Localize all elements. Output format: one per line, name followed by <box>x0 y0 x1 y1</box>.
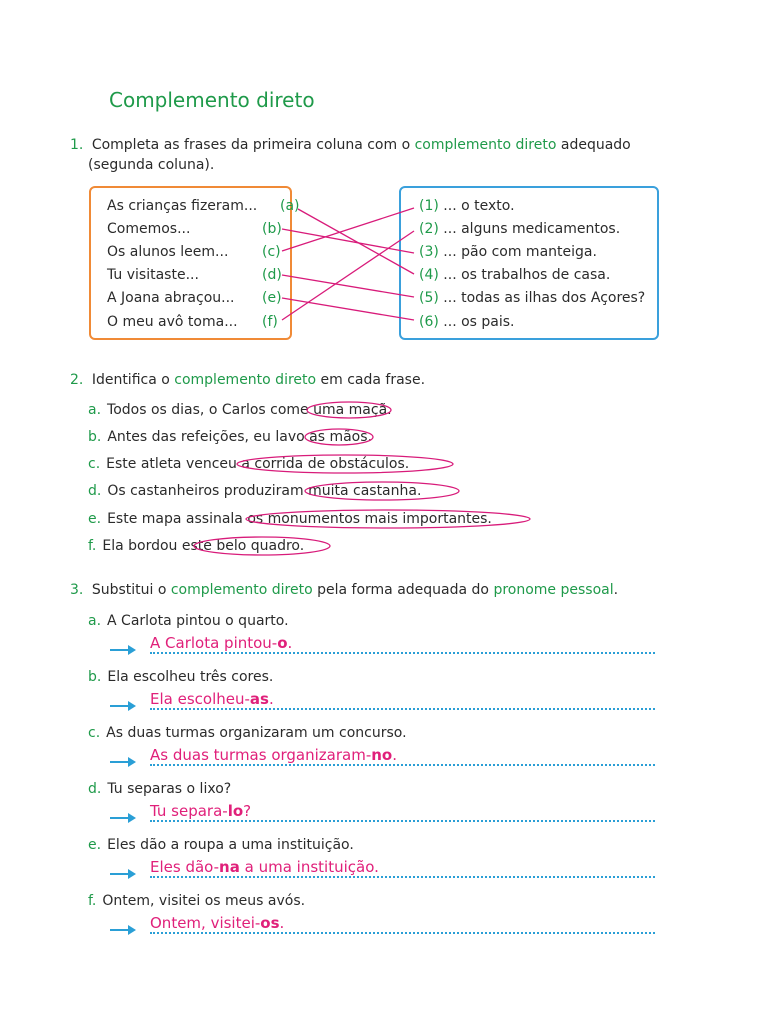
exercise-2-prompt <box>70 370 425 391</box>
exercise-2-highlight: complemento direto <box>174 372 317 388</box>
answer-b <box>150 690 274 708</box>
exercise-2-number: 2. <box>70 372 84 388</box>
answer-text: Ontem, visitei- <box>150 914 261 932</box>
arrow-right-icon <box>110 644 136 656</box>
answer-tail: a uma instituição. <box>239 858 379 876</box>
right-text-4: ... os trabalhos de casa. <box>443 267 611 283</box>
answer-line <box>150 708 655 710</box>
item-letter: b. <box>88 669 102 685</box>
exercise-2-item-f <box>88 536 304 557</box>
answer-text: A Carlota pintou- <box>150 634 278 652</box>
item-letter: f. <box>88 893 97 909</box>
arrow-right-icon <box>110 924 136 936</box>
left-item-d: Tu visitaste... <box>107 267 199 283</box>
answer-a <box>150 634 292 652</box>
left-letter-e: (e) <box>262 290 282 306</box>
right-num-1: (1) <box>419 198 439 214</box>
exercise-1-text-b: adequado <box>556 137 631 153</box>
exercise-3-prompt <box>70 580 618 601</box>
exercise-3-item-c <box>88 723 407 744</box>
left-letter-b: (b) <box>262 221 282 237</box>
item-text: Eles dão a roupa a uma instituição. <box>107 837 354 853</box>
exercise-1-prompt <box>70 135 631 156</box>
exercise-3-highlight-2: pronome pessoal <box>493 582 614 598</box>
answer-pronoun: as <box>249 690 269 708</box>
arrow-right-icon <box>110 812 136 824</box>
arrow-right-icon <box>110 700 136 712</box>
answer-pronoun: na <box>219 858 240 876</box>
match-line-c-1 <box>282 208 414 251</box>
exercise-2-item-b <box>88 427 372 448</box>
right-text-3: ... pão com manteiga. <box>443 244 597 260</box>
right-num-5: (5) <box>419 290 439 306</box>
right-num-3: (3) <box>419 244 439 260</box>
exercise-3-text-c: . <box>613 582 619 598</box>
left-item-a: As crianças fizeram... <box>107 198 258 214</box>
answer-text: As duas turmas organizaram- <box>150 746 372 764</box>
answer-e <box>150 858 379 876</box>
right-num-6: (6) <box>419 314 439 330</box>
answer-line <box>150 876 655 878</box>
arrow-right-icon <box>110 756 136 768</box>
item-text: Os castanheiros produziram muita castanha. <box>107 483 422 499</box>
answer-text: Tu separa- <box>150 802 228 820</box>
right-item-3 <box>419 243 597 261</box>
left-item-e: A Joana abraçou... <box>107 290 235 306</box>
left-letter-d: (d) <box>262 267 282 283</box>
right-item-1 <box>419 197 515 215</box>
item-text: A Carlota pintou o quarto. <box>107 613 289 629</box>
arrow-right-icon <box>110 868 136 880</box>
answer-tail: . <box>287 634 293 652</box>
answer-text: Eles dão- <box>150 858 220 876</box>
exercise-2-item-d <box>88 481 421 502</box>
right-text-6: ... os pais. <box>443 314 515 330</box>
right-item-6 <box>419 313 515 331</box>
right-text-2: ... alguns medicamentos. <box>443 221 621 237</box>
exercise-3-highlight-1: complemento direto <box>170 582 313 598</box>
exercise-3-item-d <box>88 779 231 800</box>
left-letter-a: (a) <box>280 198 300 214</box>
item-letter: d. <box>88 781 102 797</box>
match-line-a-4 <box>298 209 414 274</box>
item-text: Todos os dias, o Carlos come uma maçã. <box>107 402 392 418</box>
answer-f <box>150 914 284 932</box>
item-letter: a. <box>88 402 102 418</box>
page-title: Complemento direto <box>109 88 315 112</box>
item-text: As duas turmas organizaram um concurso. <box>106 725 407 741</box>
answer-c <box>150 746 397 764</box>
item-text: Ela escolheu três cores. <box>107 669 274 685</box>
exercise-2-item-e <box>88 509 492 530</box>
exercise-1-number: 1. <box>70 137 84 153</box>
exercise-3-text-a: Substitui o <box>91 582 171 598</box>
answer-pronoun: lo <box>227 802 244 820</box>
match-line-f-2 <box>282 231 414 320</box>
item-text: Ontem, visitei os meus avós. <box>102 893 306 909</box>
answer-line <box>150 820 655 822</box>
exercise-3-number: 3. <box>70 582 84 598</box>
right-num-4: (4) <box>419 267 439 283</box>
item-letter: c. <box>88 456 101 472</box>
exercise-2-item-c <box>88 454 409 475</box>
item-letter: a. <box>88 613 102 629</box>
right-item-4 <box>419 266 610 284</box>
right-text-5: ... todas as ilhas dos Açores? <box>443 290 646 306</box>
right-item-2 <box>419 220 620 238</box>
item-text: Este atleta venceu a corrida de obstáculos. <box>106 456 410 472</box>
right-text-1: ... o texto. <box>443 198 515 214</box>
exercise-3-item-a <box>88 611 289 632</box>
right-num-2: (2) <box>419 221 439 237</box>
right-item-5 <box>419 289 645 307</box>
left-letter-f: (f) <box>262 314 278 330</box>
item-text: Antes das refeições, eu lavo as mãos. <box>107 429 372 445</box>
exercise-3-text-b: pela forma adequada do <box>312 582 494 598</box>
exercise-2-text-a: Identifica o <box>91 372 175 388</box>
item-letter: f. <box>88 538 97 554</box>
item-letter: c. <box>88 725 101 741</box>
left-item-c: Os alunos leem... <box>107 244 229 260</box>
answer-line <box>150 932 655 934</box>
exercise-3-item-f <box>88 891 305 912</box>
item-text: Tu separas o lixo? <box>107 781 232 797</box>
answer-tail: ? <box>243 802 252 820</box>
exercise-3-item-b <box>88 667 273 688</box>
answer-text: Ela escolheu- <box>150 690 250 708</box>
answer-tail: . <box>392 746 398 764</box>
exercise-1-highlight: complemento direto <box>414 137 557 153</box>
exercise-1-prompt-line2: (segunda coluna). <box>88 157 215 173</box>
answer-tail: . <box>268 690 274 708</box>
answer-pronoun: no <box>371 746 393 764</box>
answer-pronoun: os <box>260 914 280 932</box>
match-line-b-3 <box>282 229 414 253</box>
exercise-1-text-a: Completa as frases da primeira coluna com o <box>91 137 415 153</box>
exercise-2-text-b: em cada frase. <box>316 372 426 388</box>
left-item-f: O meu avô toma... <box>107 314 238 330</box>
answer-line <box>150 764 655 766</box>
item-text: Ela bordou este belo quadro. <box>102 538 305 554</box>
answer-pronoun: o <box>277 634 288 652</box>
match-line-d-5 <box>282 275 414 297</box>
item-letter: d. <box>88 483 102 499</box>
left-item-b: Comemos... <box>107 221 191 237</box>
match-line-e-6 <box>282 298 414 320</box>
item-letter: e. <box>88 511 102 527</box>
exercise-3-item-e <box>88 835 354 856</box>
item-letter: e. <box>88 837 102 853</box>
item-text: Este mapa assinala os monumentos mais importantes. <box>107 511 492 527</box>
item-letter: b. <box>88 429 102 445</box>
answer-line <box>150 652 655 654</box>
exercise-2-item-a <box>88 400 392 421</box>
left-letter-c: (c) <box>262 244 281 260</box>
answer-d <box>150 802 251 820</box>
answer-tail: . <box>279 914 285 932</box>
